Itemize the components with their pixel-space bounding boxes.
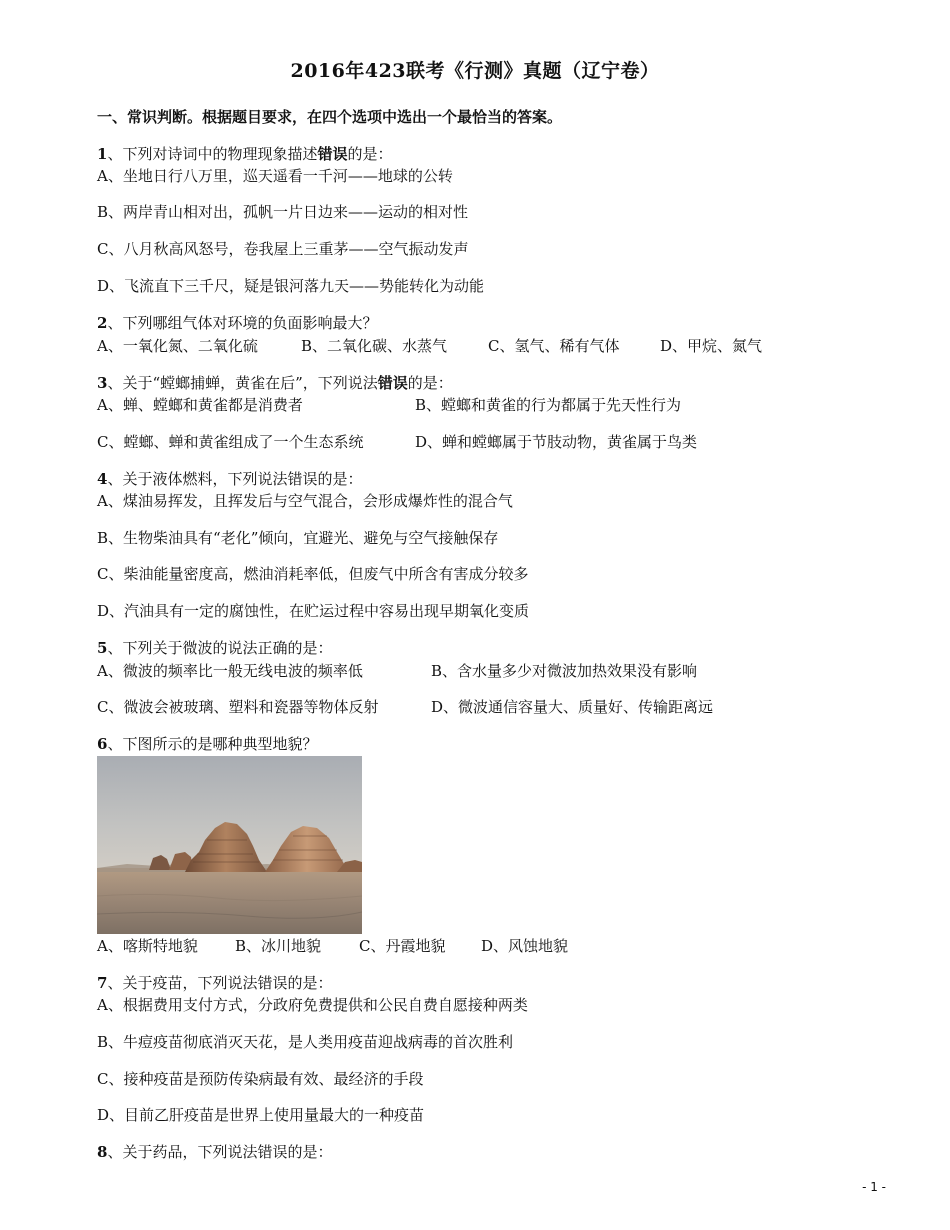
question-1-option-a: A、坐地日行八万里，巡天遥看一千河——地球的公转 <box>97 167 453 185</box>
question-5-option-c: C、微波会被玻璃、塑料和瓷器等物体反射 <box>97 698 379 716</box>
question-1-option-b: B、两岸青山相对出，孤帆一片日边来——运动的相对性 <box>97 203 469 221</box>
question-2-stem: 2、下列哪组气体对环境的负面影响最大？ <box>97 314 378 332</box>
question-1-option-d: D、飞流直下三千尺，疑是银河落九天——势能转化为动能 <box>97 277 485 295</box>
question-6-stem: 6、下图所示的是哪种典型地貌？ <box>97 735 318 753</box>
question-7-option-c: C、接种疫苗是预防传染病最有效、最经济的手段 <box>97 1070 424 1088</box>
question-7-option-d: D、目前乙肝疫苗是世界上使用量最大的一种疫苗 <box>97 1106 425 1124</box>
question-6-option-a: A、喀斯特地貌 <box>97 937 198 955</box>
question-3-stem: 3、关于“螳螂捕蝉，黄雀在后”，下列说法错误的是： <box>97 374 453 392</box>
question-6-option-b: B、冰川地貌 <box>235 937 322 955</box>
section-heading: 一、常识判断。根据题目要求，在四个选项中选出一个最恰当的答案。 <box>97 108 563 126</box>
question-7-option-a: A、根据费用支付方式，分政府免费提供和公民自费自愿接种两类 <box>97 996 528 1014</box>
question-5-option-b: B、含水量多少对微波加热效果没有影响 <box>431 662 698 680</box>
question-2-option-d: D、甲烷、氮气 <box>660 337 763 355</box>
question-4-option-c: C、柴油能量密度高，燃油消耗率低，但废气中所含有害成分较多 <box>97 565 529 583</box>
question-6-option-d: D、风蚀地貌 <box>481 937 569 955</box>
question-3-option-d: D、蝉和螳螂属于节肢动物，黄雀属于鸟类 <box>415 433 698 451</box>
page-title: 2016年423联考《行测》真题（辽宁卷） <box>290 60 660 82</box>
question-2-option-a: A、一氧化氮、二氧化硫 <box>97 337 258 355</box>
question-3-option-a: A、蝉、螳螂和黄雀都是消费者 <box>97 396 303 414</box>
question-5-option-a: A、微波的频率比一般无线电波的频率低 <box>97 662 363 680</box>
question-7-stem: 7、关于疫苗，下列说法错误的是： <box>97 974 333 992</box>
question-4-option-d: D、汽油具有一定的腐蚀性，在贮运过程中容易出现早期氧化变质 <box>97 602 530 620</box>
question-2-option-c: C、氢气、稀有气体 <box>488 337 620 355</box>
landform-illustration <box>97 756 362 934</box>
question-7-option-b: B、牛痘疫苗彻底消灭天花，是人类用疫苗迎战病毒的首次胜利 <box>97 1033 514 1051</box>
question-1-stem: 1、下列对诗词中的物理现象描述错误的是： <box>97 145 393 163</box>
question-5-option-d: D、微波通信容量大、质量好、传输距离远 <box>431 698 714 716</box>
question-4-stem: 4、关于液体燃料，下列说法错误的是： <box>97 470 363 488</box>
question-8-stem: 8、关于药品，下列说法错误的是： <box>97 1143 333 1161</box>
landform-photo <box>97 756 362 934</box>
question-4-option-b: B、生物柴油具有“老化”倾向，宜避光、避免与空气接触保存 <box>97 529 499 547</box>
question-6-option-c: C、丹霞地貌 <box>359 937 446 955</box>
question-3-option-b: B、螳螂和黄雀的行为都属于先天性行为 <box>415 396 682 414</box>
question-1-option-c: C、八月秋高风怒号，卷我屋上三重茅——空气振动发声 <box>97 240 469 258</box>
question-5-stem: 5、下列关于微波的说法正确的是： <box>97 639 333 657</box>
question-3-option-c: C、螳螂、蝉和黄雀组成了一个生态系统 <box>97 433 364 451</box>
question-4-option-a: A、煤油易挥发，且挥发后与空气混合，会形成爆炸性的混合气 <box>97 492 513 510</box>
page-number: - 1 - <box>862 1180 886 1194</box>
question-2-option-b: B、二氧化碳、水蒸气 <box>301 337 448 355</box>
